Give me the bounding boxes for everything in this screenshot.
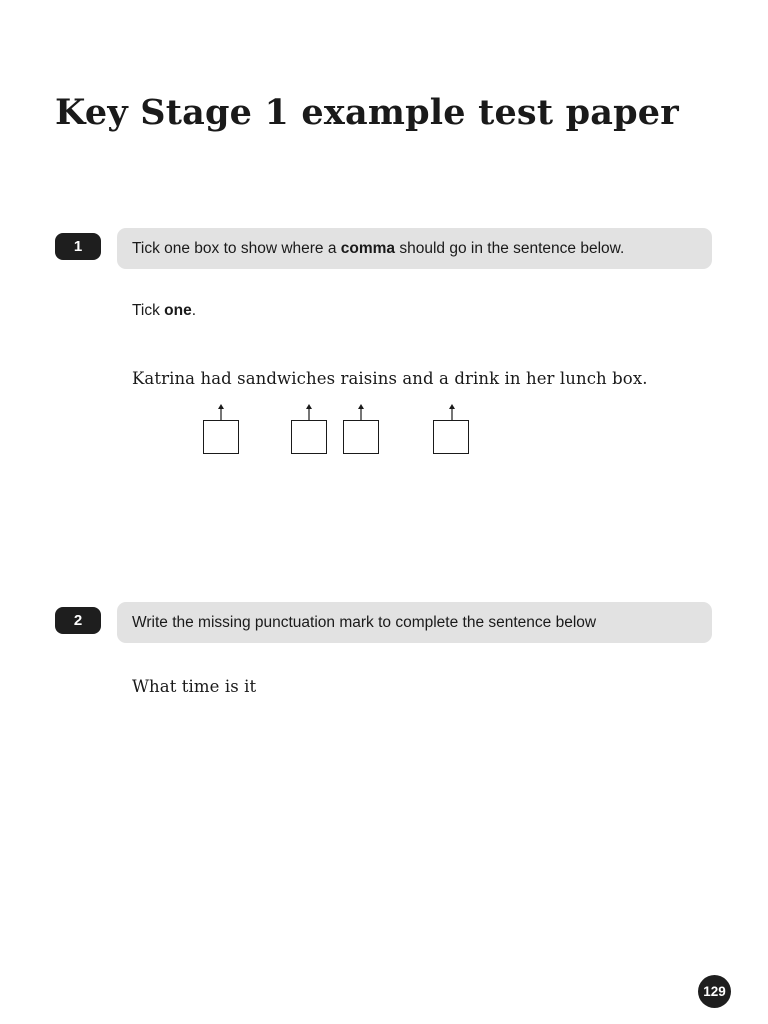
tick-box-3[interactable] <box>343 420 379 454</box>
arrow-up-icon <box>447 403 457 420</box>
question-1-number: 1 <box>55 233 101 260</box>
instruction-keyword: one <box>164 302 192 319</box>
question-1-prompt-text: Tick one box to show where a <box>132 239 341 257</box>
question-2-sentence: What time is it <box>132 677 257 696</box>
tick-box-4[interactable] <box>433 420 469 454</box>
question-1-instruction <box>132 302 196 320</box>
question-1-prompt-keyword: comma <box>340 239 396 257</box>
question-2-prompt: Write the missing punctuation mark to complete the sentence below <box>117 602 712 643</box>
tick-box-2[interactable] <box>291 420 327 454</box>
arrow-up-icon <box>216 403 226 420</box>
instruction-text: Tick <box>132 302 165 319</box>
page-title: Key Stage 1 example test paper <box>55 92 679 133</box>
arrow-up-icon <box>356 403 366 420</box>
question-2-number: 2 <box>55 607 101 634</box>
tick-box-1[interactable] <box>203 420 239 454</box>
question-1-prompt <box>117 228 712 269</box>
instruction-period: . <box>191 302 197 319</box>
arrow-up-icon <box>304 403 314 420</box>
question-1-prompt-text-end: should go in the sentence below. <box>395 239 625 257</box>
question-1-sentence: Katrina had sandwiches raisins and a drink in her lunch box. <box>132 369 648 388</box>
page-number-badge: 129 <box>698 975 731 1008</box>
